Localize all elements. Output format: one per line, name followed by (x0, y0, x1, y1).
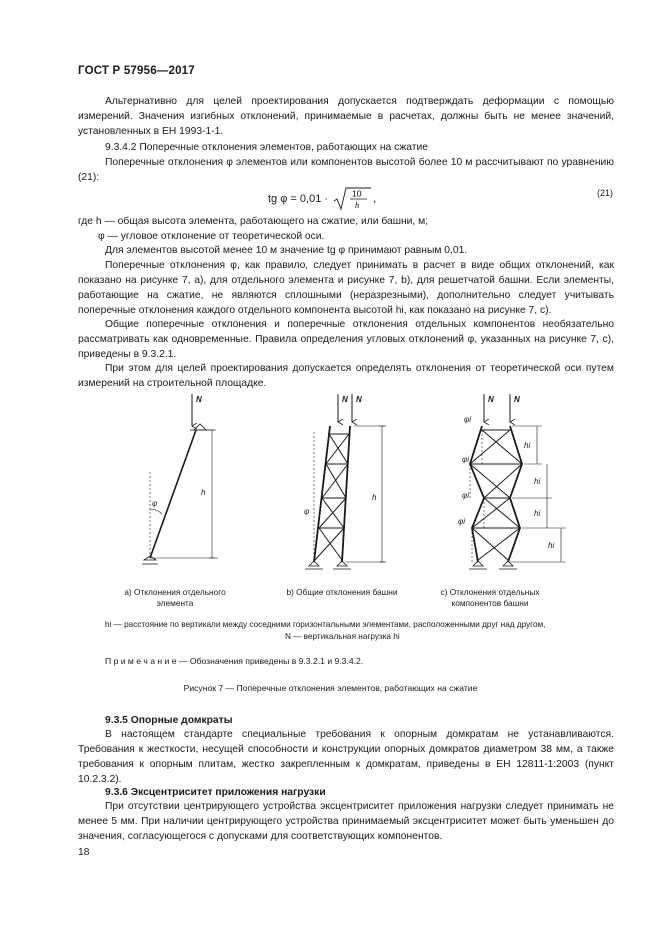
figure-a-single-element (142, 394, 218, 564)
caption-c (420, 587, 560, 609)
caption-b: b) Общие отклонения башни (286, 587, 398, 597)
section-9-3-5-heading: 9.3.5 Опорные домкраты (105, 715, 233, 726)
figure-note: П р и м е ч а н и е — Обозначения приведены в 9.3.2.1 и 9.3.4.2. (105, 656, 364, 666)
paragraph-site-measurements: При этом для целей проектирования допускается определять отклонения от теоретической оси путем измерений на строительной площадке. (78, 363, 614, 389)
caption-a-line1: а) Отклонения отдельного (124, 587, 226, 597)
figure-b-lattice-tower (304, 394, 386, 569)
load-n-a: N (196, 395, 202, 404)
legend-hi: hi — расстояние по вертикали между соседними горизонтальными элементами, расположенными друг над другом, (105, 620, 546, 629)
paragraph-simultaneous: Общие поперечные отклонения и поперечные отклонения отдельных компонентов необязательно рассматривать как одновременные. Правила определения угловых отклонений φ, указанных на рисунке 7, с), приведены в 9.3.2.1. (78, 319, 614, 360)
legend-n: N — вертикальная нагрузка hi (285, 632, 400, 641)
paragraph-less-10m: Для элементов высотой менее 10 м значение tg φ принимают равным 0,01. (105, 245, 468, 256)
load-n-b2: N (356, 395, 362, 404)
figure-7-diagram (100, 390, 580, 615)
height-h-b: h (372, 493, 377, 502)
equation-tail: , (373, 192, 377, 205)
height-hi-1: hi (524, 441, 531, 450)
where-phi: φ — угловое отклонение от теоретической оси. (98, 231, 325, 242)
height-hi-3: hi (534, 509, 541, 518)
caption-c-line2: компонентов башни (451, 598, 529, 608)
height-hi-4: hi (548, 541, 555, 550)
equation-number: (21) (597, 188, 614, 198)
paragraph-lateral-deviation: Поперечные отклонения φ элементов или компонентов высотой более 10 м рассчитывают по уравнению (21): (78, 157, 614, 183)
caption-a (110, 587, 240, 609)
figure-title: Рисунок 7 — Поперечные отклонения элементов, работающих на сжатие (183, 683, 478, 693)
figure-c-component-deviations (458, 394, 566, 569)
sqrt-fraction (333, 186, 373, 212)
height-hi-2: hi (534, 477, 541, 486)
paragraph-support-jacks: В настоящем стандарте специальные требования к опорным домкратам не устанавливаются. Требования к жесткости, несущей способности и конструкции опорных домкратов диаметром 38 мм, а также требования к опорным плитам, жестко закрепленным к домкратам, приведены в ЕН 12811-1:2003 (пункт 10.2.3.2). (78, 729, 614, 785)
angle-phii-4: φi (458, 517, 465, 526)
section-9-3-6-heading: 9.3.6 Эксцентриситет приложения нагрузки (105, 787, 326, 798)
paragraph-eccentricity: При отсутствии центрирующего устройства эксцентриситет приложения нагрузки следует принимать не менее 5 мм. При наличии центрирующего устройства принимаемый эксцентриситет может быть уменьшен до значения, согласующегося с допусками для соответствующих компонентов. (78, 801, 614, 842)
page-number: 18 (78, 847, 90, 858)
load-n-c2: N (514, 395, 520, 404)
section-9-3-4-2-heading: 9.3.4.2 Поперечные отклонения элементов, работающих на сжатие (105, 142, 428, 153)
angle-phii-3: φi (462, 491, 469, 500)
equation-left: tg φ = 0,01 · (268, 192, 329, 205)
caption-a-line2: элемента (156, 598, 194, 608)
load-n-c1: N (488, 395, 494, 404)
caption-c-line1: с) Отклонения отдельных (440, 587, 540, 597)
figure-legend (105, 619, 605, 643)
equation-numerator: 10 (352, 188, 362, 199)
paragraph-general-deviations: Поперечные отклонения φ, как правило, следует принимать в расчет в виде общих отклонений, как показано на рисунке 7, а), для отдельного элемента и рисунке 7, b), для решетчатой башни. Если элементы, работающие на сжатие, не являются сплошными (неразрезными), дополнительно следует учитывать поперечные отклонения каждого отдельного компонента высотой hi, как показано на рисунке 7, с). (78, 260, 614, 316)
equation-denominator: h (355, 200, 360, 210)
angle-phi-a: φ (152, 499, 158, 508)
angle-phii-2: φi (462, 455, 469, 464)
angle-phii-1: φi (464, 415, 471, 424)
paragraph-alternative: Альтернативно для целей проектирования допускается подтверждать деформации с помощью измерений. Значения изгибных отклонений, принимаемые в расчетах, должны быть не менее значений, установленных в ЕН 1993-1-1. (78, 96, 614, 137)
where-h: где h — общая высота элемента, работающего на сжатие, или башни, м; (78, 216, 429, 227)
load-n-b1: N (342, 395, 348, 404)
angle-phi-b: φ (304, 507, 310, 516)
equation-21 (268, 186, 376, 212)
height-h-a: h (201, 488, 206, 497)
standard-header: ГОСТ Р 57956—2017 (78, 65, 195, 77)
